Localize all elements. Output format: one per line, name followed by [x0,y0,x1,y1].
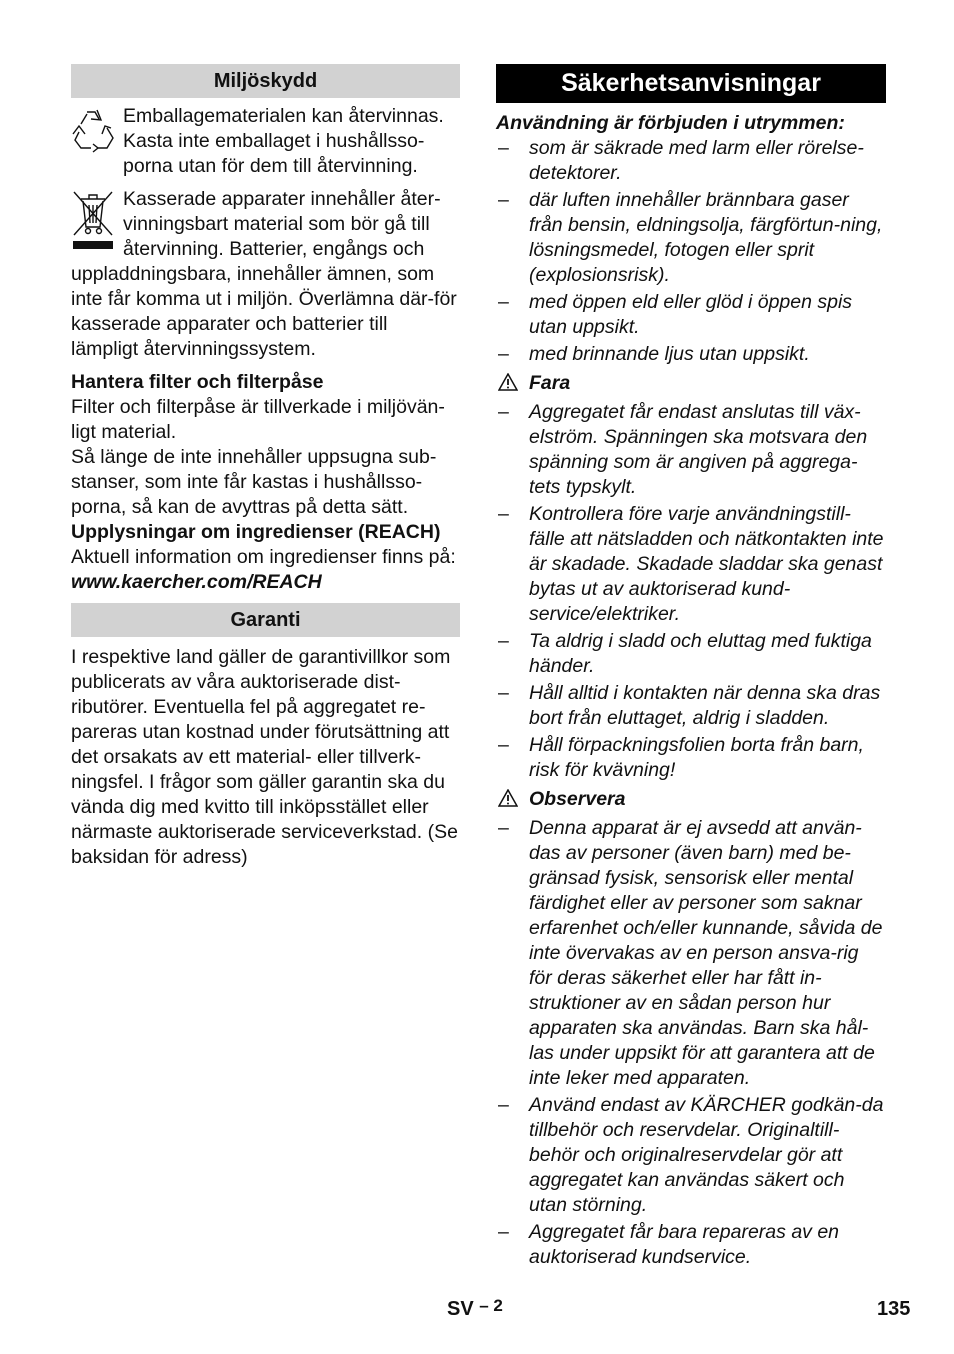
list-item [496,136,886,186]
list-dash: – [498,1221,509,1243]
list-item [496,1093,886,1218]
recycle-icon [71,106,117,156]
list-item [496,342,886,367]
filter-text-2: Så länge de inte innehåller uppsugna sub-stanser, som inte får kastas i hushållsso-porna, så kan de avyttras på detta sätt. [71,446,437,518]
warning-triangle-icon [498,373,518,391]
list-item-text: som är säkrade med larm eller rörelse-detektorer. [529,137,864,184]
list-item [496,629,886,679]
reach-url[interactable]: www.kaercher.com/REACH [71,571,322,593]
reach-heading: Upplysningar om ingredienser (REACH) [71,521,441,543]
reach-text: Aktuell information om ingredienser finns på: [71,546,456,568]
garanti-text: I respektive land gäller de garantivillkor som publicerats av våra auktoriserade dist-ributörer. Eventuella fel på aggregatet re-pareras utan kostnad under förutsättning att det orsakats av ett material- eller tillverk-ningsfel. I frågor som gäller garantin ska du vända dig med kvitto till inköpsstället eller närmaste auktoriserade serviceverkstad. (Se baksidan för adress) [71,646,458,868]
list-dash: – [498,682,509,704]
section-garanti-title: Garanti [71,603,460,637]
list-item [496,733,886,783]
list-item-text: Använd endast av KÄRCHER godkän-da tillbehör och reservdelar. Originaltill-behör och originalreservdelar gör att aggregatet kan användas säkert och utan störning. [529,1094,884,1216]
list-item [496,681,886,731]
list-item-text: Kontrollera före varje användningstill-fälle att nätsladden och nätkontakten inte är skadade. Skadade sladdar ska genast bytas ut av auktoriserad kund-service/elektriker. [529,503,884,625]
list-item-text: med öppen eld eller glöd i öppen spis utan uppsikt. [529,291,853,338]
list-item-text: Ta aldrig i sladd och eluttag med fuktiga händer. [529,630,872,677]
list-dash: – [498,817,509,839]
footer-local-page: – 2 [479,1296,503,1315]
fara-heading [496,371,886,396]
bin-text: Kasserade apparater innehåller åter-vinningsbart material som bör gå till återvinning. Batterier, engångs och uppladdningsbara, innehåller ämnen, som inte får komma ut i miljön. Överlämna där-för kasserade apparater och batterier till lämpligt återvinningssystem. [71,188,457,360]
filter-heading: Hantera filter och filterpåse [71,371,324,393]
list-dash: – [498,734,509,756]
filter-text-1: Filter och filterpåse är tillverkade i miljövän-ligt material. [71,396,445,443]
list-item-text: Denna apparat är ej avsedd att använ-das av personer (även barn) med be-gränsad fysisk, sensorisk eller mental färdighet eller av personer som saknar erfarenhet och/eller kunnande, såvida de inte övervakas av en person ansva-rig för deras säkerhet eller har fått in-struktioner av en sådan person hur apparaten ska användas. Barn ska hål-las under uppsikt för att garantera att de inte leker med apparaten. [529,817,883,1089]
list-dash: – [498,189,509,211]
list-item-text: Håll förpackningsfolien borta från barn, risk för kvävning! [529,734,864,781]
observera-heading-text: Observera [529,788,626,810]
list-item-text: Håll alltid i kontakten när denna ska dras bort från eluttaget, aldrig i sladden. [529,682,881,729]
list-item-text: Aggregatet får endast anslutas till väx-elström. Spänningen ska motsvara den spänning som är angiven på aggrega-tets typskylt. [529,401,868,498]
recycle-paragraph [71,104,460,179]
list-item-text: där luften innehåller brännbara gaser från bensin, eldningsolja, färgförtun-ning, lösningsmedel, fotogen eller sprit (explosionsrisk). [529,189,883,286]
section-sakerhet-title: Säkerhetsanvisningar [496,64,886,103]
list-item-text: Aggregatet får bara repareras av en auktoriserad kundservice. [529,1221,840,1268]
list-dash: – [498,1094,509,1116]
page-number: 135 [877,1298,911,1320]
bin-paragraph [71,187,460,362]
list-dash: – [498,343,509,365]
observera-heading [496,787,886,812]
list-dash: – [498,291,509,313]
footer-lang [447,1297,503,1322]
list-item [496,816,886,1091]
observera-list [496,816,886,1270]
warning-triangle-icon [498,789,518,807]
list-item [496,188,886,288]
crossed-bin-icon [71,189,117,251]
list-dash: – [498,137,509,159]
left-column [71,64,460,870]
list-dash: – [498,401,509,423]
list-dash: – [498,503,509,525]
list-item [496,502,886,627]
section-miljoskydd-title: Miljöskydd [71,64,460,98]
fara-heading-text: Fara [529,372,571,394]
list-item [496,1220,886,1270]
list-item [496,290,886,340]
recycle-text: Emballagematerialen kan återvinnas. Kasta inte emballaget i hushållsso-porna utan för dem till återvinning. [123,105,444,177]
list-item-text: med brinnande ljus utan uppsikt. [529,343,810,365]
list-item [496,400,886,500]
footer-lang-code: SV [447,1298,474,1320]
usage-list [496,136,886,367]
right-column [496,64,886,1272]
fara-list [496,400,886,783]
usage-heading: Användning är förbjuden i utrymmen: [496,112,845,134]
list-dash: – [498,630,509,652]
